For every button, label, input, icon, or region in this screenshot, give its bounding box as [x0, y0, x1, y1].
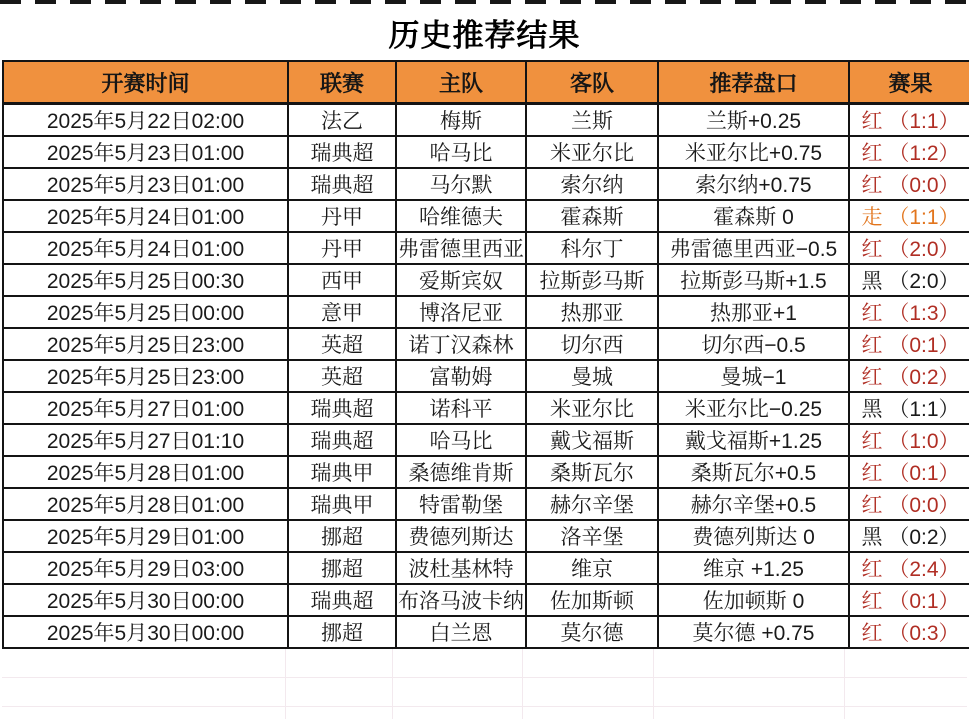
cell-time: 2025年5月27日01:10 — [3, 424, 288, 456]
page-title: 历史推荐结果 — [388, 18, 581, 53]
cell-league: 挪超 — [288, 616, 396, 648]
cell-league: 瑞典超 — [288, 584, 396, 616]
column-header-league: 联赛 — [288, 61, 396, 104]
column-header-handicap: 推荐盘口 — [658, 61, 849, 104]
cell-result: 红 （0:0） — [849, 168, 969, 200]
cell-league: 瑞典超 — [288, 168, 396, 200]
column-header-away: 客队 — [526, 61, 658, 104]
cell-home: 马尔默 — [396, 168, 526, 200]
cell-handicap: 索尔纳+0.75 — [658, 168, 849, 200]
cell-home: 弗雷德里西亚 — [396, 232, 526, 264]
cell-away: 兰斯 — [526, 104, 658, 137]
cell-league: 瑞典超 — [288, 392, 396, 424]
cell-handicap: 桑斯瓦尔+0.5 — [658, 456, 849, 488]
empty-cell — [654, 707, 844, 719]
cell-league: 法乙 — [288, 104, 396, 137]
cell-away: 桑斯瓦尔 — [526, 456, 658, 488]
cell-league: 意甲 — [288, 296, 396, 328]
cell-time: 2025年5月23日01:00 — [3, 136, 288, 168]
cell-home: 富勒姆 — [396, 360, 526, 392]
table-row — [3, 488, 969, 520]
table-row — [3, 552, 969, 584]
cell-time: 2025年5月27日01:00 — [3, 392, 288, 424]
cell-away: 佐加斯顿 — [526, 584, 658, 616]
cell-result: 红 （1:0） — [849, 424, 969, 456]
cell-home: 波杜基林特 — [396, 552, 526, 584]
table-header-row — [3, 61, 969, 104]
cell-away: 曼城 — [526, 360, 658, 392]
empty-cell — [523, 649, 654, 677]
cell-result: 红 （2:0） — [849, 232, 969, 264]
cell-result: 红 （2:4） — [849, 552, 969, 584]
cell-result: 黑 （1:1） — [849, 392, 969, 424]
empty-cell — [845, 707, 967, 719]
cell-handicap: 米亚尔比−0.25 — [658, 392, 849, 424]
empty-cell — [393, 649, 522, 677]
cell-away: 米亚尔比 — [526, 392, 658, 424]
cell-handicap: 赫尔辛堡+0.5 — [658, 488, 849, 520]
cell-away: 霍森斯 — [526, 200, 658, 232]
cell-league: 英超 — [288, 328, 396, 360]
table-row — [3, 264, 969, 296]
cell-result: 走 （1:1） — [849, 200, 969, 232]
cell-time: 2025年5月30日00:00 — [3, 584, 288, 616]
cell-handicap: 莫尔德 +0.75 — [658, 616, 849, 648]
cell-league: 瑞典超 — [288, 424, 396, 456]
column-header-time: 开赛时间 — [3, 61, 288, 104]
table-row — [3, 328, 969, 360]
cell-handicap: 拉斯彭马斯+1.5 — [658, 264, 849, 296]
cell-time: 2025年5月24日01:00 — [3, 200, 288, 232]
cell-home: 诺丁汉森林 — [396, 328, 526, 360]
cell-home: 哈维德夫 — [396, 200, 526, 232]
cell-time: 2025年5月29日03:00 — [3, 552, 288, 584]
cell-away: 维京 — [526, 552, 658, 584]
cell-home: 哈马比 — [396, 424, 526, 456]
empty-cell — [2, 649, 286, 677]
table-row — [3, 360, 969, 392]
empty-cell — [523, 678, 654, 706]
column-header-home: 主队 — [396, 61, 526, 104]
cell-time: 2025年5月29日01:00 — [3, 520, 288, 552]
cell-handicap: 维京 +1.25 — [658, 552, 849, 584]
table-row — [3, 424, 969, 456]
cell-league: 丹甲 — [288, 232, 396, 264]
cell-handicap: 切尔西−0.5 — [658, 328, 849, 360]
cell-time: 2025年5月28日01:00 — [3, 456, 288, 488]
empty-row — [2, 678, 967, 707]
empty-cell — [393, 707, 522, 719]
cell-handicap: 弗雷德里西亚−0.5 — [658, 232, 849, 264]
cell-home: 费德列斯达 — [396, 520, 526, 552]
cell-handicap: 佐加顿斯 0 — [658, 584, 849, 616]
cell-away: 洛辛堡 — [526, 520, 658, 552]
cell-result: 红 （1:1） — [849, 104, 969, 137]
table-row — [3, 104, 969, 137]
cell-result: 红 （0:1） — [849, 456, 969, 488]
empty-cell — [523, 707, 654, 719]
cell-home: 诺科平 — [396, 392, 526, 424]
empty-cell — [393, 678, 522, 706]
cell-time: 2025年5月25日23:00 — [3, 360, 288, 392]
table-row — [3, 136, 969, 168]
table-row — [3, 232, 969, 264]
results-table — [2, 60, 969, 649]
empty-cell — [845, 678, 967, 706]
cell-home: 布洛马波卡纳 — [396, 584, 526, 616]
empty-cell — [286, 678, 394, 706]
cell-result: 红 （1:3） — [849, 296, 969, 328]
table-row — [3, 200, 969, 232]
cell-home: 梅斯 — [396, 104, 526, 137]
cell-handicap: 戴戈福斯+1.25 — [658, 424, 849, 456]
cell-time: 2025年5月22日02:00 — [3, 104, 288, 137]
cell-away: 赫尔辛堡 — [526, 488, 658, 520]
cell-handicap: 兰斯+0.25 — [658, 104, 849, 137]
cell-away: 索尔纳 — [526, 168, 658, 200]
cell-result: 红 （0:1） — [849, 328, 969, 360]
cell-league: 西甲 — [288, 264, 396, 296]
cell-result: 黑 （2:0） — [849, 264, 969, 296]
empty-row — [2, 649, 967, 678]
cell-time: 2025年5月25日00:00 — [3, 296, 288, 328]
empty-grid-area — [2, 649, 967, 719]
cell-away: 热那亚 — [526, 296, 658, 328]
cell-time: 2025年5月24日01:00 — [3, 232, 288, 264]
cell-result: 红 （0:1） — [849, 584, 969, 616]
table-row — [3, 168, 969, 200]
cell-time: 2025年5月23日01:00 — [3, 168, 288, 200]
column-header-result: 赛果 — [849, 61, 969, 104]
table-body — [3, 104, 969, 649]
cell-home: 特雷勒堡 — [396, 488, 526, 520]
cell-league: 挪超 — [288, 520, 396, 552]
table-row — [3, 296, 969, 328]
cell-away: 莫尔德 — [526, 616, 658, 648]
empty-cell — [286, 649, 394, 677]
cell-home: 爱斯宾奴 — [396, 264, 526, 296]
cell-result: 红 （1:2） — [849, 136, 969, 168]
cell-handicap: 曼城−1 — [658, 360, 849, 392]
cell-time: 2025年5月25日23:00 — [3, 328, 288, 360]
empty-cell — [654, 649, 844, 677]
cell-time: 2025年5月25日00:30 — [3, 264, 288, 296]
cell-home: 白兰恩 — [396, 616, 526, 648]
cell-league: 英超 — [288, 360, 396, 392]
empty-cell — [845, 649, 967, 677]
cell-handicap: 米亚尔比+0.75 — [658, 136, 849, 168]
cell-handicap: 霍森斯 0 — [658, 200, 849, 232]
cell-result: 红 （0:3） — [849, 616, 969, 648]
cell-handicap: 费德列斯达 0 — [658, 520, 849, 552]
cell-home: 哈马比 — [396, 136, 526, 168]
cell-result: 红 （0:2） — [849, 360, 969, 392]
cell-home: 博洛尼亚 — [396, 296, 526, 328]
cell-away: 切尔西 — [526, 328, 658, 360]
cell-away: 戴戈福斯 — [526, 424, 658, 456]
empty-row — [2, 707, 967, 719]
cell-home: 桑德维肯斯 — [396, 456, 526, 488]
cell-away: 科尔丁 — [526, 232, 658, 264]
empty-cell — [2, 707, 286, 719]
cell-league: 丹甲 — [288, 200, 396, 232]
empty-cell — [654, 678, 844, 706]
table-row — [3, 456, 969, 488]
cell-away: 米亚尔比 — [526, 136, 658, 168]
cell-away: 拉斯彭马斯 — [526, 264, 658, 296]
table-row — [3, 616, 969, 648]
table-row — [3, 392, 969, 424]
table-row — [3, 584, 969, 616]
cell-league: 挪超 — [288, 552, 396, 584]
top-dashed-divider — [0, 0, 969, 4]
table-row — [3, 520, 969, 552]
cell-league: 瑞典甲 — [288, 488, 396, 520]
cell-handicap: 热那亚+1 — [658, 296, 849, 328]
cell-result: 红 （0:0） — [849, 488, 969, 520]
empty-cell — [2, 678, 286, 706]
cell-time: 2025年5月30日00:00 — [3, 616, 288, 648]
cell-league: 瑞典超 — [288, 136, 396, 168]
empty-cell — [286, 707, 394, 719]
cell-result: 黑 （0:2） — [849, 520, 969, 552]
cell-league: 瑞典甲 — [288, 456, 396, 488]
cell-time: 2025年5月28日01:00 — [3, 488, 288, 520]
